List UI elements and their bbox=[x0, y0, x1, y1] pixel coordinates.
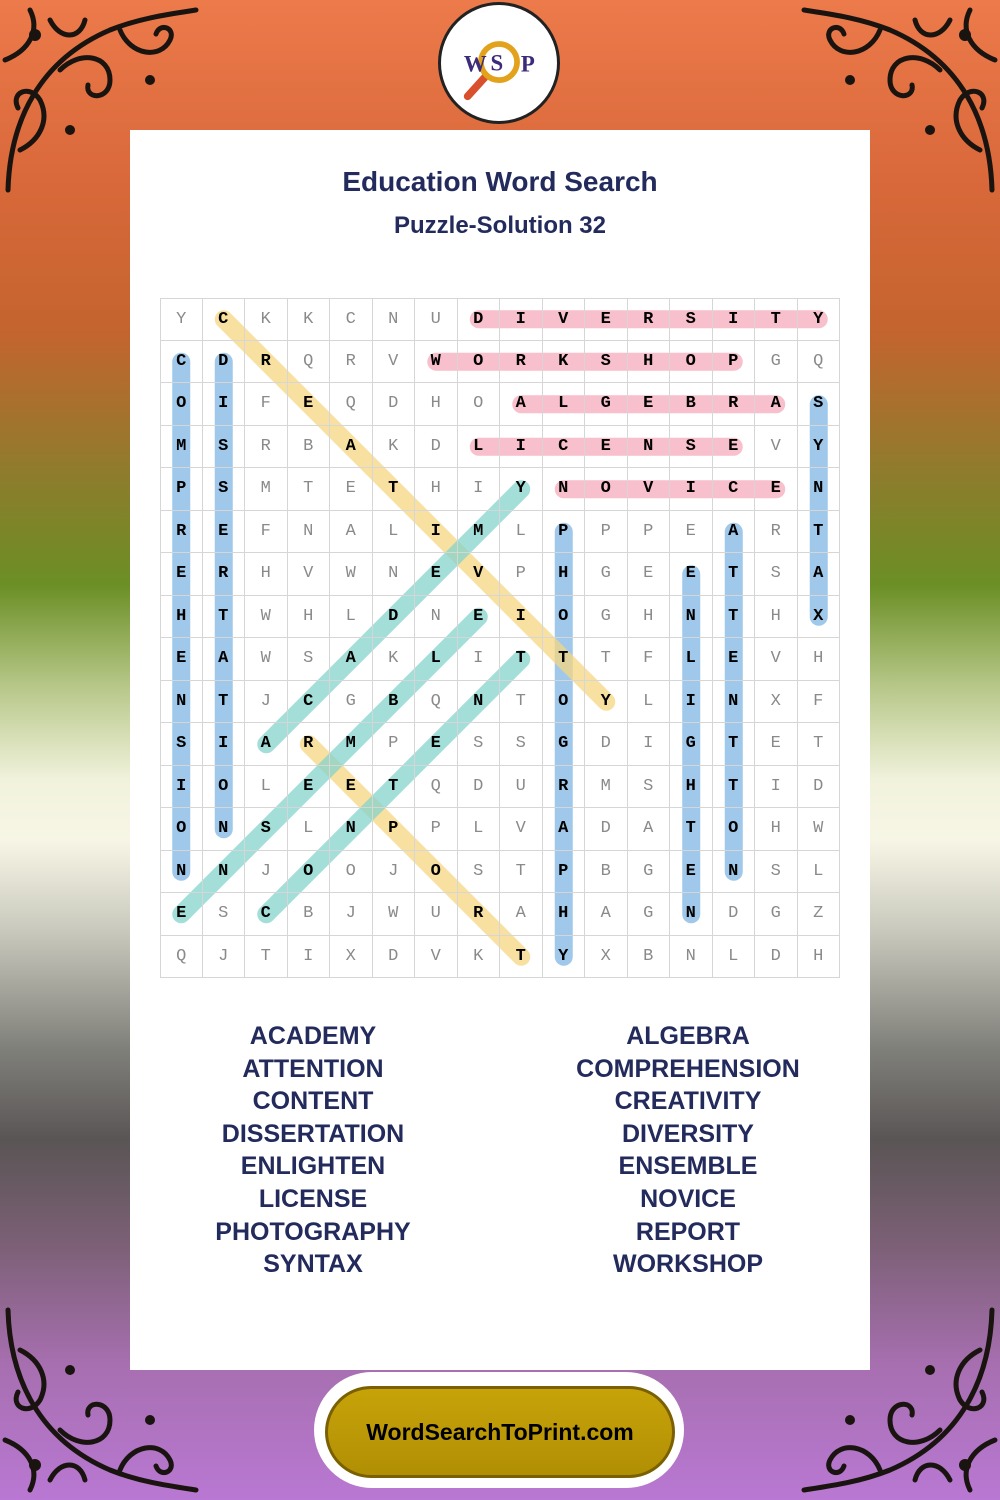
grid-cell[interactable]: S bbox=[755, 553, 798, 596]
grid-cell[interactable]: T bbox=[798, 723, 841, 766]
grid-cell[interactable]: I bbox=[203, 383, 246, 426]
grid-cell[interactable]: F bbox=[628, 638, 671, 681]
grid-cell[interactable]: G bbox=[330, 681, 373, 724]
grid-cell[interactable]: T bbox=[500, 681, 543, 724]
grid-cell[interactable]: L bbox=[245, 766, 288, 809]
grid-cell[interactable]: I bbox=[458, 468, 501, 511]
grid-cell[interactable]: W bbox=[245, 596, 288, 639]
grid-cell[interactable]: P bbox=[500, 553, 543, 596]
grid-cell[interactable]: I bbox=[500, 426, 543, 469]
grid-cell[interactable]: C bbox=[245, 893, 288, 936]
grid-cell[interactable]: O bbox=[713, 808, 756, 851]
grid-cell[interactable]: N bbox=[713, 851, 756, 894]
grid-cell[interactable]: I bbox=[670, 681, 713, 724]
grid-cell[interactable]: L bbox=[415, 638, 458, 681]
grid-cell[interactable]: L bbox=[628, 681, 671, 724]
grid-cell[interactable]: E bbox=[670, 553, 713, 596]
grid-cell[interactable]: F bbox=[245, 383, 288, 426]
grid-cell[interactable]: A bbox=[798, 553, 841, 596]
grid-cell[interactable]: D bbox=[798, 766, 841, 809]
grid-cell[interactable]: E bbox=[160, 553, 203, 596]
word-list-item: ACADEMY bbox=[249, 1022, 377, 1050]
grid-cell[interactable]: N bbox=[628, 426, 671, 469]
grid-cell[interactable]: J bbox=[245, 681, 288, 724]
grid-cell[interactable]: K bbox=[543, 341, 586, 384]
grid-cell[interactable]: R bbox=[713, 383, 756, 426]
grid-cell[interactable]: D bbox=[373, 383, 416, 426]
grid-cell[interactable]: X bbox=[585, 936, 628, 979]
grid-cell[interactable]: E bbox=[415, 723, 458, 766]
grid-cell[interactable]: L bbox=[500, 511, 543, 554]
grid-cell[interactable]: P bbox=[628, 511, 671, 554]
grid-cell[interactable]: E bbox=[628, 383, 671, 426]
grid-cell[interactable]: P bbox=[543, 511, 586, 554]
grid-cell[interactable]: E bbox=[160, 893, 203, 936]
grid-cell[interactable]: N bbox=[160, 681, 203, 724]
grid-cell[interactable]: M bbox=[585, 766, 628, 809]
word-list-item: ENSEMBLE bbox=[618, 1152, 758, 1181]
grid-cell[interactable]: D bbox=[585, 723, 628, 766]
grid-cell[interactable]: H bbox=[798, 936, 841, 979]
grid-cell[interactable]: I bbox=[755, 766, 798, 809]
grid-cell[interactable]: H bbox=[543, 553, 586, 596]
grid-cell[interactable]: E bbox=[755, 468, 798, 511]
grid-cell[interactable]: X bbox=[330, 936, 373, 979]
grid-cell[interactable]: H bbox=[160, 596, 203, 639]
grid-cell[interactable]: H bbox=[415, 468, 458, 511]
grid-cell[interactable]: R bbox=[500, 341, 543, 384]
grid-cell[interactable]: E bbox=[330, 468, 373, 511]
grid-cell[interactable]: E bbox=[713, 638, 756, 681]
grid-cell[interactable]: O bbox=[543, 596, 586, 639]
grid-cell[interactable]: W bbox=[798, 808, 841, 851]
grid-cell[interactable]: Y bbox=[585, 681, 628, 724]
grid-cell[interactable]: W bbox=[330, 553, 373, 596]
grid-cell[interactable]: A bbox=[203, 638, 246, 681]
grid-cell[interactable]: M bbox=[245, 468, 288, 511]
grid-cell[interactable]: R bbox=[330, 341, 373, 384]
grid-cell[interactable]: R bbox=[288, 723, 331, 766]
website-button[interactable]: WordSearchToPrint.com bbox=[325, 1386, 675, 1478]
grid-cell[interactable]: T bbox=[713, 553, 756, 596]
grid-cell[interactable]: I bbox=[415, 511, 458, 554]
word-list-item: DISSERTATION bbox=[221, 1119, 405, 1148]
grid-cell[interactable]: D bbox=[458, 766, 501, 809]
wsp-logo[interactable] bbox=[438, 2, 560, 124]
grid-cell[interactable]: O bbox=[458, 341, 501, 384]
magnifier-logo-icon bbox=[441, 5, 557, 121]
grid-cell[interactable]: F bbox=[798, 681, 841, 724]
grid-cell[interactable]: H bbox=[245, 553, 288, 596]
grid-cell[interactable]: A bbox=[245, 723, 288, 766]
grid-cell[interactable]: N bbox=[373, 553, 416, 596]
grid-cell[interactable]: R bbox=[755, 511, 798, 554]
grid-cell[interactable]: K bbox=[288, 298, 331, 341]
grid-cell[interactable]: Y bbox=[798, 298, 841, 341]
word-list-item: ENLIGHTEN bbox=[240, 1152, 386, 1181]
grid-cell[interactable]: S bbox=[203, 426, 246, 469]
grid-cell[interactable]: G bbox=[628, 851, 671, 894]
grid-cell[interactable]: T bbox=[543, 638, 586, 681]
grid-cell[interactable]: V bbox=[628, 468, 671, 511]
grid-cell[interactable]: H bbox=[670, 766, 713, 809]
word-list-item: DIVERSITY bbox=[622, 1119, 754, 1148]
grid-cell[interactable]: P bbox=[415, 808, 458, 851]
grid-cell[interactable]: G bbox=[755, 893, 798, 936]
grid-cell[interactable]: P bbox=[373, 808, 416, 851]
grid-cell[interactable]: K bbox=[373, 426, 416, 469]
grid-cell[interactable]: L bbox=[670, 638, 713, 681]
grid-cell[interactable]: G bbox=[585, 596, 628, 639]
grid-cell[interactable]: B bbox=[373, 681, 416, 724]
grid-cell[interactable]: S bbox=[628, 766, 671, 809]
grid-cell[interactable]: V bbox=[458, 553, 501, 596]
grid-cell[interactable]: S bbox=[203, 468, 246, 511]
grid-cell[interactable]: A bbox=[585, 893, 628, 936]
grid-cell[interactable]: E bbox=[458, 596, 501, 639]
grid-cell[interactable]: S bbox=[500, 723, 543, 766]
grid-cell[interactable]: Y bbox=[798, 426, 841, 469]
grid-cell[interactable]: W bbox=[245, 638, 288, 681]
grid-cell[interactable]: T bbox=[500, 936, 543, 979]
grid-cell[interactable]: H bbox=[543, 893, 586, 936]
grid-cell[interactable]: N bbox=[373, 298, 416, 341]
grid-cell[interactable]: B bbox=[670, 383, 713, 426]
grid-cell[interactable]: T bbox=[245, 936, 288, 979]
grid-cell[interactable]: Q bbox=[160, 936, 203, 979]
grid-cell[interactable]: L bbox=[798, 851, 841, 894]
grid-cell[interactable]: C bbox=[543, 426, 586, 469]
logo-letter-p: P bbox=[520, 51, 535, 77]
grid-cell[interactable]: E bbox=[288, 383, 331, 426]
word-list-item: ALGEBRA bbox=[626, 1022, 750, 1050]
word-list-item: LICENSE bbox=[258, 1184, 368, 1213]
grid-cell[interactable]: T bbox=[713, 723, 756, 766]
grid-cell[interactable]: G bbox=[585, 383, 628, 426]
logo-letter-w: W bbox=[463, 51, 487, 77]
grid-cell[interactable]: V bbox=[415, 936, 458, 979]
grid-cell[interactable]: T bbox=[713, 766, 756, 809]
grid-cell[interactable]: U bbox=[415, 893, 458, 936]
grid-cell[interactable]: A bbox=[330, 426, 373, 469]
grid-cell[interactable]: D bbox=[415, 426, 458, 469]
grid-cell[interactable]: T bbox=[203, 681, 246, 724]
grid-cell[interactable]: T bbox=[373, 468, 416, 511]
grid-cell[interactable]: P bbox=[713, 341, 756, 384]
grid-cell[interactable]: M bbox=[330, 723, 373, 766]
grid-cell[interactable]: N bbox=[160, 851, 203, 894]
grid-cell[interactable]: S bbox=[755, 851, 798, 894]
grid-cell[interactable]: O bbox=[203, 766, 246, 809]
grid-cell[interactable]: I bbox=[203, 723, 246, 766]
grid-cell[interactable]: J bbox=[330, 893, 373, 936]
grid-cell[interactable]: N bbox=[798, 468, 841, 511]
grid-cell[interactable]: S bbox=[458, 723, 501, 766]
grid-cell[interactable]: N bbox=[543, 468, 586, 511]
grid-cell[interactable]: L bbox=[458, 426, 501, 469]
grid-cell[interactable]: K bbox=[458, 936, 501, 979]
grid-cell[interactable]: B bbox=[628, 936, 671, 979]
grid-cell[interactable]: Q bbox=[330, 383, 373, 426]
grid-cell[interactable]: S bbox=[798, 383, 841, 426]
grid-cell[interactable]: E bbox=[160, 638, 203, 681]
grid-cell[interactable]: P bbox=[160, 468, 203, 511]
grid-cell[interactable]: Y bbox=[160, 298, 203, 341]
word-list-item: WORKSHOP bbox=[613, 1250, 763, 1279]
word-search-grid bbox=[160, 298, 840, 978]
grid-cell[interactable]: E bbox=[330, 766, 373, 809]
grid-cell[interactable]: I bbox=[160, 766, 203, 809]
grid-cell[interactable]: T bbox=[203, 596, 246, 639]
grid-cell[interactable]: Q bbox=[415, 681, 458, 724]
grid-cell[interactable]: I bbox=[670, 468, 713, 511]
grid-cell[interactable]: R bbox=[245, 341, 288, 384]
grid-cell[interactable]: O bbox=[670, 341, 713, 384]
grid-cell[interactable]: V bbox=[755, 638, 798, 681]
grid-cell[interactable]: X bbox=[755, 681, 798, 724]
grid-cell[interactable]: J bbox=[373, 851, 416, 894]
grid-cell[interactable]: T bbox=[798, 511, 841, 554]
grid-cell[interactable]: E bbox=[585, 426, 628, 469]
grid-cell[interactable]: Z bbox=[798, 893, 841, 936]
grid-cell[interactable]: P bbox=[373, 723, 416, 766]
grid-cell[interactable]: A bbox=[330, 638, 373, 681]
grid-cell[interactable]: K bbox=[373, 638, 416, 681]
word-list-left bbox=[128, 1020, 498, 1281]
grid-cell[interactable]: T bbox=[755, 298, 798, 341]
grid-cell[interactable]: T bbox=[288, 468, 331, 511]
grid-cell[interactable]: K bbox=[245, 298, 288, 341]
logo-letter-s: S bbox=[490, 50, 504, 76]
grid-cell[interactable]: H bbox=[755, 596, 798, 639]
grid-cell[interactable]: D bbox=[373, 936, 416, 979]
grid-cell[interactable]: T bbox=[713, 596, 756, 639]
word-list-item: REPORT bbox=[635, 1217, 741, 1246]
grid-cell[interactable]: C bbox=[203, 298, 246, 341]
grid-cell[interactable]: G bbox=[585, 553, 628, 596]
grid-cell[interactable]: S bbox=[245, 808, 288, 851]
grid-cell[interactable]: M bbox=[160, 426, 203, 469]
grid-cell[interactable]: N bbox=[203, 808, 246, 851]
grid-cell[interactable]: P bbox=[585, 511, 628, 554]
grid-cell[interactable]: I bbox=[458, 638, 501, 681]
word-list-item: COMPREHENSION bbox=[576, 1054, 800, 1083]
grid-cell[interactable]: U bbox=[415, 298, 458, 341]
grid-cell[interactable]: G bbox=[628, 893, 671, 936]
grid-cell[interactable]: Y bbox=[500, 468, 543, 511]
grid-cell[interactable]: D bbox=[458, 298, 501, 341]
word-list-item: CONTENT bbox=[252, 1087, 374, 1116]
grid-cell[interactable]: T bbox=[585, 638, 628, 681]
grid-cell[interactable]: E bbox=[670, 511, 713, 554]
grid-cell[interactable]: N bbox=[670, 893, 713, 936]
grid-cell[interactable]: Q bbox=[415, 766, 458, 809]
grid-cell[interactable]: N bbox=[288, 511, 331, 554]
grid-cell[interactable]: G bbox=[543, 723, 586, 766]
grid-cell[interactable]: S bbox=[670, 298, 713, 341]
grid-cell[interactable]: A bbox=[500, 383, 543, 426]
grid-cell[interactable]: W bbox=[373, 893, 416, 936]
grid-cell[interactable]: R bbox=[245, 426, 288, 469]
grid-cell[interactable]: E bbox=[713, 426, 756, 469]
grid-cell[interactable]: N bbox=[203, 851, 246, 894]
word-list-right bbox=[503, 1020, 873, 1281]
grid-cell[interactable]: N bbox=[670, 596, 713, 639]
grid-cell[interactable]: L bbox=[543, 383, 586, 426]
grid-cell[interactable]: E bbox=[203, 511, 246, 554]
grid-cell[interactable]: E bbox=[628, 553, 671, 596]
grid-cell[interactable]: R bbox=[543, 766, 586, 809]
grid-cell[interactable]: G bbox=[670, 723, 713, 766]
grid-cell[interactable]: H bbox=[798, 638, 841, 681]
grid-cell[interactable]: S bbox=[670, 426, 713, 469]
grid-cell[interactable]: D bbox=[585, 808, 628, 851]
grid-cell[interactable]: A bbox=[755, 383, 798, 426]
grid-cell[interactable]: T bbox=[500, 638, 543, 681]
grid-cell[interactable]: D bbox=[755, 936, 798, 979]
grid-cell[interactable]: S bbox=[203, 893, 246, 936]
grid-cell[interactable]: M bbox=[458, 511, 501, 554]
grid-cell[interactable]: V bbox=[373, 341, 416, 384]
grid-cell[interactable]: T bbox=[670, 808, 713, 851]
page-title: Education Word Search bbox=[342, 166, 658, 197]
grid-cell[interactable]: V bbox=[500, 808, 543, 851]
grid-cell[interactable]: R bbox=[160, 511, 203, 554]
letter-grid bbox=[160, 298, 840, 978]
grid-cell[interactable]: V bbox=[288, 553, 331, 596]
grid-cell[interactable]: H bbox=[628, 341, 671, 384]
grid-cell[interactable]: W bbox=[415, 341, 458, 384]
word-list-item: SYNTAX bbox=[263, 1250, 363, 1279]
grid-cell[interactable]: X bbox=[798, 596, 841, 639]
word-list-item: NOVICE bbox=[640, 1184, 736, 1213]
grid-cell[interactable]: Q bbox=[288, 341, 331, 384]
grid-cell[interactable]: A bbox=[500, 893, 543, 936]
grid-cell[interactable]: R bbox=[203, 553, 246, 596]
grid-cell[interactable]: J bbox=[245, 851, 288, 894]
grid-cell[interactable]: A bbox=[713, 511, 756, 554]
grid-cell[interactable]: R bbox=[458, 893, 501, 936]
grid-cell[interactable]: D bbox=[713, 893, 756, 936]
grid-cell[interactable]: Y bbox=[543, 936, 586, 979]
grid-cell[interactable]: O bbox=[458, 383, 501, 426]
grid-cell[interactable]: H bbox=[288, 596, 331, 639]
word-list-item: PHOTOGRAPHY bbox=[215, 1217, 411, 1246]
grid-cell[interactable]: C bbox=[160, 341, 203, 384]
grid-cell[interactable]: S bbox=[585, 341, 628, 384]
grid-cell[interactable]: L bbox=[458, 808, 501, 851]
grid-cell[interactable]: V bbox=[543, 298, 586, 341]
grid-cell[interactable]: H bbox=[628, 596, 671, 639]
grid-cell[interactable]: N bbox=[670, 936, 713, 979]
grid-cell[interactable]: I bbox=[628, 723, 671, 766]
grid-cell[interactable]: E bbox=[288, 766, 331, 809]
grid-cell[interactable]: Q bbox=[798, 341, 841, 384]
grid-cell[interactable]: B bbox=[585, 851, 628, 894]
word-list-item: ATTENTION bbox=[242, 1054, 384, 1083]
grid-cell[interactable]: J bbox=[203, 936, 246, 979]
grid-cell[interactable]: I bbox=[500, 298, 543, 341]
grid-cell[interactable]: A bbox=[330, 511, 373, 554]
grid-cell[interactable]: A bbox=[543, 808, 586, 851]
grid-cell[interactable]: D bbox=[203, 341, 246, 384]
grid-cell[interactable]: O bbox=[415, 851, 458, 894]
grid-cell[interactable]: P bbox=[543, 851, 586, 894]
grid-cell[interactable]: H bbox=[755, 808, 798, 851]
grid-cell[interactable]: O bbox=[585, 468, 628, 511]
grid-cell[interactable]: E bbox=[415, 553, 458, 596]
grid-cell[interactable]: E bbox=[585, 298, 628, 341]
grid-cell[interactable]: G bbox=[755, 341, 798, 384]
grid-cell[interactable]: L bbox=[373, 511, 416, 554]
grid-cell[interactable]: T bbox=[500, 851, 543, 894]
grid-cell[interactable]: O bbox=[330, 851, 373, 894]
grid-cell[interactable]: F bbox=[245, 511, 288, 554]
grid-cell[interactable]: I bbox=[713, 298, 756, 341]
grid-cell[interactable]: L bbox=[330, 596, 373, 639]
grid-cell[interactable]: A bbox=[628, 808, 671, 851]
grid-cell[interactable]: I bbox=[500, 596, 543, 639]
grid-cell[interactable]: B bbox=[288, 426, 331, 469]
grid-cell[interactable]: L bbox=[288, 808, 331, 851]
grid-cell[interactable]: T bbox=[373, 766, 416, 809]
grid-cell[interactable]: E bbox=[670, 851, 713, 894]
grid-cell[interactable]: S bbox=[160, 723, 203, 766]
grid-cell[interactable]: O bbox=[288, 851, 331, 894]
grid-cell[interactable]: N bbox=[330, 808, 373, 851]
grid-cell[interactable]: O bbox=[160, 383, 203, 426]
grid-cell[interactable]: S bbox=[288, 638, 331, 681]
grid-cell[interactable]: C bbox=[713, 468, 756, 511]
grid-cell[interactable]: L bbox=[713, 936, 756, 979]
grid-cell[interactable]: B bbox=[288, 893, 331, 936]
puzzle-card bbox=[130, 130, 870, 1370]
grid-cell[interactable]: H bbox=[415, 383, 458, 426]
grid-cell[interactable]: N bbox=[713, 681, 756, 724]
grid-cell[interactable]: E bbox=[755, 723, 798, 766]
grid-cell[interactable]: N bbox=[415, 596, 458, 639]
grid-cell[interactable]: R bbox=[628, 298, 671, 341]
grid-cell[interactable]: V bbox=[755, 426, 798, 469]
grid-cell[interactable]: C bbox=[330, 298, 373, 341]
page-subtitle: Puzzle-Solution 32 bbox=[393, 212, 606, 239]
grid-cell[interactable]: N bbox=[458, 681, 501, 724]
word-list-item: CREATIVITY bbox=[614, 1087, 762, 1116]
grid-cell[interactable]: O bbox=[543, 681, 586, 724]
grid-cell[interactable]: I bbox=[288, 936, 331, 979]
grid-cell[interactable]: S bbox=[458, 851, 501, 894]
grid-cell[interactable]: O bbox=[160, 808, 203, 851]
grid-cell[interactable]: U bbox=[500, 766, 543, 809]
grid-cell[interactable]: D bbox=[373, 596, 416, 639]
grid-cell[interactable]: C bbox=[288, 681, 331, 724]
